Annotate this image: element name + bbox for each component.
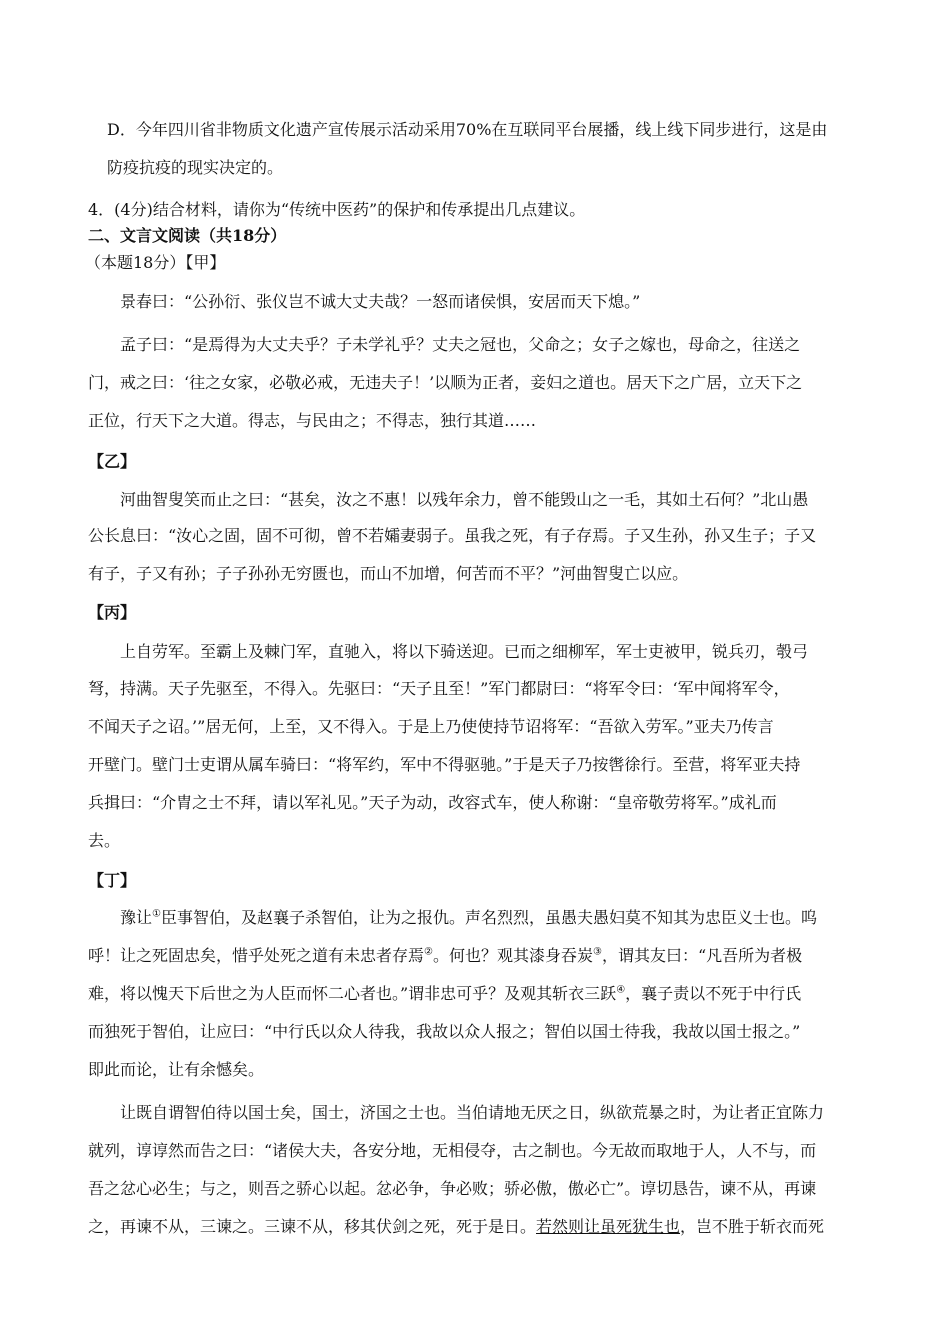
- yi-line-2: 公长息曰：“汝心之固，固不可彻，曾不若孀妻弱子。虽我之死，有子存焉。子又生孙，孙又生子；子又: [88, 526, 817, 545]
- section-2-title: 二、文言文阅读（共18分）: [88, 226, 287, 245]
- section-2-intro: （本题18分）【甲】: [85, 253, 226, 272]
- yi-line-3: 有子，子又有孙；子子孙孙无穷匮也，而山不加增，何苦而不平？”河曲智叟亡以应。: [88, 564, 689, 583]
- jia-paragraph-2-line-1: 孟子曰：“是焉得为大丈夫乎？子未学礼乎？丈夫之冠也，父命之；女子之嫁也，母命之，往送之: [120, 335, 801, 354]
- jia-paragraph-1: 景春曰：“公孙衍、张仪岂不诚大丈夫哉？一怒而诸侯惧，安居而天下熄。”: [120, 292, 641, 311]
- ding-paragraph-2-line-4: [88, 1217, 824, 1237]
- ding-paragraph-2-line-4-b: ，岂不胜于斩衣而死: [680, 1217, 825, 1236]
- ding-line-2-a: 呼！让之死固忠矣，惜乎处死之道有未忠者存焉: [88, 946, 425, 965]
- ding-line-4: 而独死于智伯，让应曰：“中行氏以众人待我，我故以众人报之；智伯以国士待我，我故以国士报之。”: [88, 1022, 801, 1041]
- footnote-2-marker: ②: [424, 946, 433, 958]
- yi-line-1: 河曲智叟笑而止之曰：“甚矣，汝之不惠！以残年余力，曾不能毁山之一毛，其如土石何？”北山愚: [120, 490, 809, 509]
- bing-line-6: 去。: [88, 831, 121, 850]
- ding-line-2-c: ，谓其友曰：“凡吾所为者极: [601, 946, 803, 965]
- bing-line-1: 上自劳军。至霸上及棘门军，直驰入，将以下骑送迎。已而之细柳军，军士吏被甲，锐兵刃，彀弓: [120, 642, 809, 661]
- yi-heading: 【乙】: [88, 452, 137, 471]
- ding-line-1-a: 豫让: [120, 908, 153, 927]
- ding-line-5: 即此而论，让有余憾矣。: [88, 1060, 265, 1079]
- bing-line-5: 兵揖曰：“介胄之士不拜，请以军礼见。”天子为动，改容式车，使人称谢：“皇帝敬劳将军。”成礼而: [88, 793, 777, 812]
- question-4: 4．(4分)结合材料，请你为“传统中医药”的保护和传承提出几点建议。: [88, 200, 586, 219]
- ding-heading: 【丁】: [88, 871, 137, 890]
- footnote-4-marker: ④: [616, 984, 626, 996]
- jia-paragraph-2-line-3: 正位，行天下之大道。得志，与民由之；不得志，独行其道……: [88, 411, 537, 430]
- option-d-line-1: D．今年四川省非物质文化遗产宣传展示活动采用70%在互联同平台展播，线上线下同步进行，这是由: [107, 120, 828, 139]
- bing-heading: 【丙】: [88, 603, 137, 622]
- ding-paragraph-2-line-1: 让既自谓智伯待以国士矣，国士，济国之士也。当伯请地无厌之日，纵欲荒暴之时，为让者正宜陈力: [120, 1103, 825, 1122]
- jia-paragraph-2-line-2: 门，戒之曰：‘往之女家，必敬必戒，无违夫子！’以顺为正者，妾妇之道也。居天下之广居，立天下之: [88, 373, 803, 392]
- bing-line-2: 弩，持满。天子先驱至，不得入。先驱曰：“天子且至！”军门都尉曰：“将军令曰：‘军中闻将军令，: [88, 679, 790, 698]
- underlined-sentence: 若然则让虽死犹生也: [536, 1217, 681, 1236]
- ding-line-3-a: 难，将以愧天下后世之为人臣而怀二心者也。”谓非忠可乎？及观其斩衣三跃: [88, 984, 617, 1003]
- ding-line-1-b: 臣事智伯，及赵襄子杀智伯，让为之报仇。声名烈烈，虽愚夫愚妇莫不知其为忠臣义士也。呜: [160, 908, 817, 927]
- ding-line-3: [88, 984, 801, 1004]
- bing-line-4: 开壁门。壁门士吏谓从属车骑曰：“将军约，军中不得驱驰。”于是天子乃按辔徐行。至营，将军亚夫持: [88, 755, 801, 774]
- footnote-3-marker: ③: [593, 946, 602, 958]
- ding-line-2-b: 。何也？观其漆身吞炭: [432, 946, 593, 965]
- ding-line-2: [88, 946, 802, 966]
- ding-line-3-b: ，襄子责以不死于中行氏: [625, 984, 802, 1003]
- ding-line-1: [120, 908, 817, 928]
- ding-paragraph-2-line-4-a: 之，再谏不从，三谏之。三谏不从，移其伏剑之死，死于是日。: [88, 1217, 537, 1236]
- footnote-1-marker: ①: [152, 908, 161, 920]
- ding-paragraph-2-line-2: 就列，谆谆然而告之曰：“诸侯大夫，各安分地，无相侵夺，古之制也。今无故而取地于人，人不与，而: [88, 1141, 817, 1160]
- bing-line-3: 不闻天子之诏。’”居无何，上至，又不得入。于是上乃使使持节诏将军：“吾欲入劳军。”亚夫乃传言: [88, 717, 774, 736]
- option-d-line-2: 防疫抗疫的现实决定的。: [107, 158, 284, 177]
- ding-paragraph-2-line-3: 吾之忿心必生；与之，则吾之骄心以起。忿必争，争必败；骄必傲，傲必亡”。谆切恳告，谏不从，再谏: [88, 1179, 817, 1198]
